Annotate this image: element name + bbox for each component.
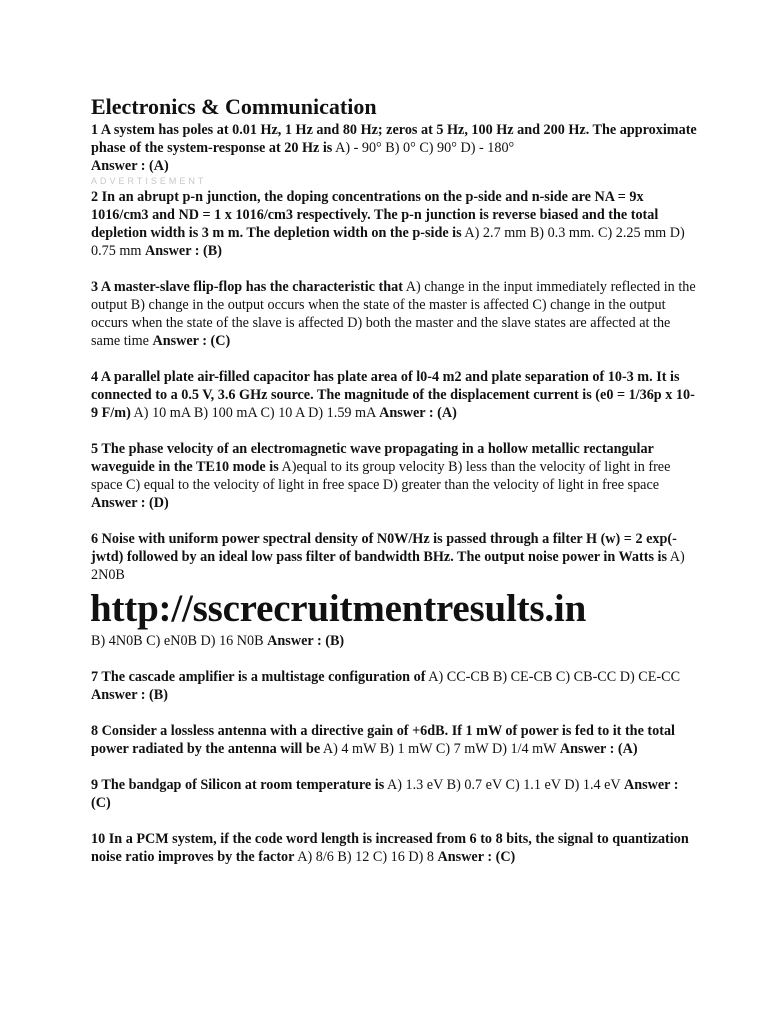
question-text: 6 Noise with uniform power spectral density of N0W/Hz is passed through a filter H (w) = 2 exp(-jwtd) followed by an ideal low pass filter of bandwidth BHz. The output noise power in Watts is	[91, 531, 677, 565]
question-text: 10 In a PCM system, if the code word length is increased from 6 to 8 bits, the signal to quantization noise ratio improves by the factor	[91, 831, 689, 865]
question-2	[91, 188, 697, 260]
question-answer: Answer : (A)	[379, 405, 457, 421]
question-options: A) 4 mW B) 1 mW C) 7 mW D) 1/4 mW	[320, 741, 560, 757]
question-answer: Answer : (C)	[91, 777, 679, 811]
question-6	[91, 530, 697, 584]
question-text: 3 A master-slave flip-flop has the characteristic that	[91, 279, 403, 295]
question-text: 1 A system has poles at 0.01 Hz, 1 Hz and 80 Hz; zeros at 5 Hz, 100 Hz and 200 Hz. The approximate phase of the system-response at 20 Hz is	[91, 122, 697, 156]
question-6-continued	[91, 632, 697, 650]
page-title: Electronics & Communication	[91, 94, 377, 119]
question-text: 2 In an abrupt p-n junction, the doping concentrations on the p-side and n-side are NA = 9x 1016/cm3 and ND = 1 x 1016/cm3 respectively. The p-n junction is reverse biased and the total depletion width is 3 m m. The depletion width on the p-side is	[91, 189, 659, 241]
question-options: A) - 90° B) 0° C) 90° D) - 180°	[332, 140, 515, 156]
question-7	[91, 668, 697, 704]
question-1	[91, 121, 697, 175]
question-answer: Answer : (A)	[559, 741, 638, 757]
question-options: A) 1.3 eV B) 0.7 eV C) 1.1 eV D) 1.4 eV	[384, 777, 624, 793]
document-page	[91, 93, 697, 884]
question-text: 7 The cascade amplifier is a multistage configuration of	[91, 669, 426, 685]
question-9	[91, 776, 697, 812]
question-options: A) 8/6 B) 12 C) 16 D) 8	[294, 849, 438, 865]
question-answer: Answer : (B)	[91, 687, 168, 703]
question-3	[91, 278, 697, 350]
question-8	[91, 722, 697, 758]
question-10	[91, 830, 697, 866]
question-text: 5 The phase velocity of an electromagnetic wave propagating in a hollow metallic rectangular waveguide in the TE10 mode is	[91, 441, 654, 475]
question-answer: Answer : (B)	[267, 633, 345, 649]
question-options: A) 2.7 mm B) 0.3 mm. C) 2.25 mm D) 0.75 mm	[91, 225, 685, 259]
question-answer: Answer : (C)	[437, 849, 516, 865]
question-options: A) 10 mA B) 100 mA C) 10 A D) 1.59 mA	[130, 405, 380, 421]
question-5	[91, 440, 697, 512]
question-options: A) change in the input immediately reflected in the output B) change in the output occurs when the state of the master is affected C) change in the output occurs when the state of the slave is affected D) both the master and the slave states are affected at the same time	[91, 279, 696, 349]
question-answer: Answer : (C)	[152, 333, 231, 349]
question-answer: Answer : (D)	[91, 495, 169, 511]
question-options: A) CC-CB B) CE-CB C) CB-CC D) CE-CC	[425, 669, 681, 685]
question-options: B) 4N0B C) eN0B D) 16 N0B	[91, 633, 268, 649]
question-4	[91, 368, 697, 422]
advertisement-label: ADVERTISEMENT	[91, 176, 207, 186]
question-text: 9 The bandgap of Silicon at room temperature is	[91, 777, 385, 793]
watermark-url: http://sscrecruitmentresults.in	[90, 587, 587, 630]
question-text: 8 Consider a lossless antenna with a directive gain of +6dB. If 1 mW of power is fed to it the total power radiated by the antenna will be	[91, 723, 675, 757]
question-text: 4 A parallel plate air-filled capacitor has plate area of l0-4 m2 and plate separation of 10-3 m. It is connected to a 0.5 V, 3.6 GHz source. The magnitude of the displacement current is (e0 = 1/36p x 10-9 F/m)	[91, 369, 695, 421]
question-options: A) 2N0B	[91, 549, 685, 583]
question-options: A)equal to its group velocity B) less than the velocity of light in free space C) equal to the velocity of light in free space D) greater than the velocity of light in free space	[91, 459, 671, 493]
question-answer: Answer : (A)	[91, 158, 169, 174]
question-answer: Answer : (B)	[145, 243, 222, 259]
